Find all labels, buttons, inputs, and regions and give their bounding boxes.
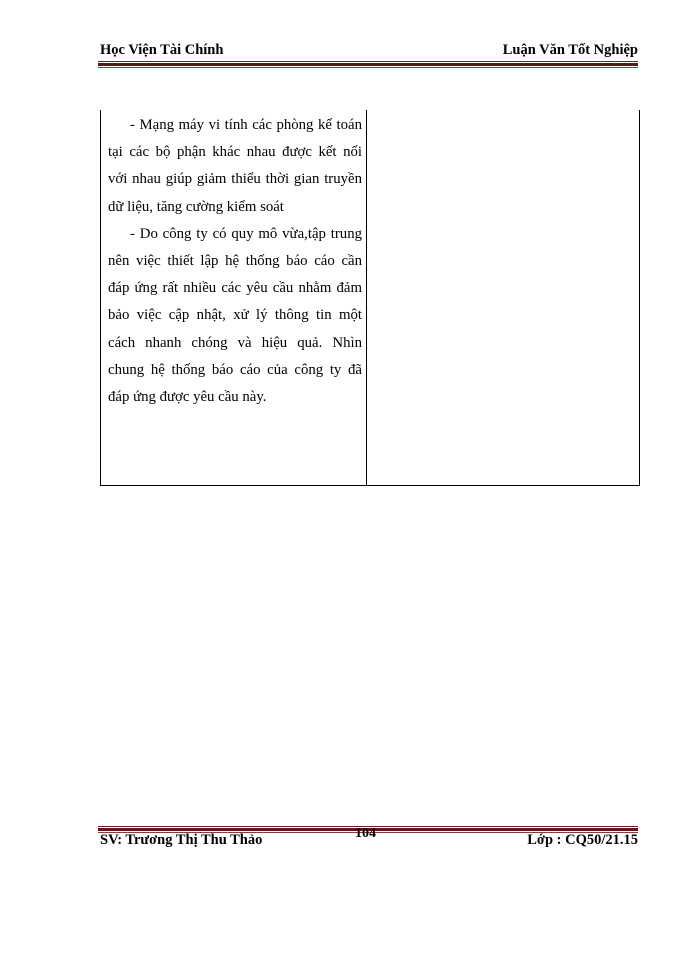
header-rule-middle — [98, 63, 638, 66]
footer-class-code: Lớp : CQ50/21.15 — [527, 832, 638, 848]
paragraph-network: - Mạng máy vi tính các phòng kế toán tại các bộ phận khác nhau được kết nối với nhau giúp giảm thiểu thời gian truyền dữ liệu, tăng cường kiểm soát — [108, 117, 362, 215]
table-cell-right — [367, 110, 639, 485]
header-rule-bottom — [98, 67, 638, 68]
header-document-type: Luận Văn Tốt Nghiệp — [502, 42, 638, 58]
table-cell-left — [101, 112, 366, 411]
page-number: 104 — [355, 826, 376, 841]
header-institution: Học Viện Tài Chính — [100, 42, 224, 58]
footer-student-name: SV: Trương Thị Thu Thảo — [100, 832, 263, 848]
paragraph-reporting: - Do công ty có quy mô vừa,tập trung nên việc thiết lập hệ thống báo cáo cần đáp ứng rất nhiều các yêu cầu nhằm đảm bảo việc cập nhật, xử lý thông tin một cách nhanh chóng và hiệu quả. Nhìn chung hệ thống báo cáo của công ty đã đáp ứng được yêu cầu này. — [108, 225, 362, 406]
header-rule-top — [98, 61, 638, 62]
content-table — [100, 110, 640, 486]
